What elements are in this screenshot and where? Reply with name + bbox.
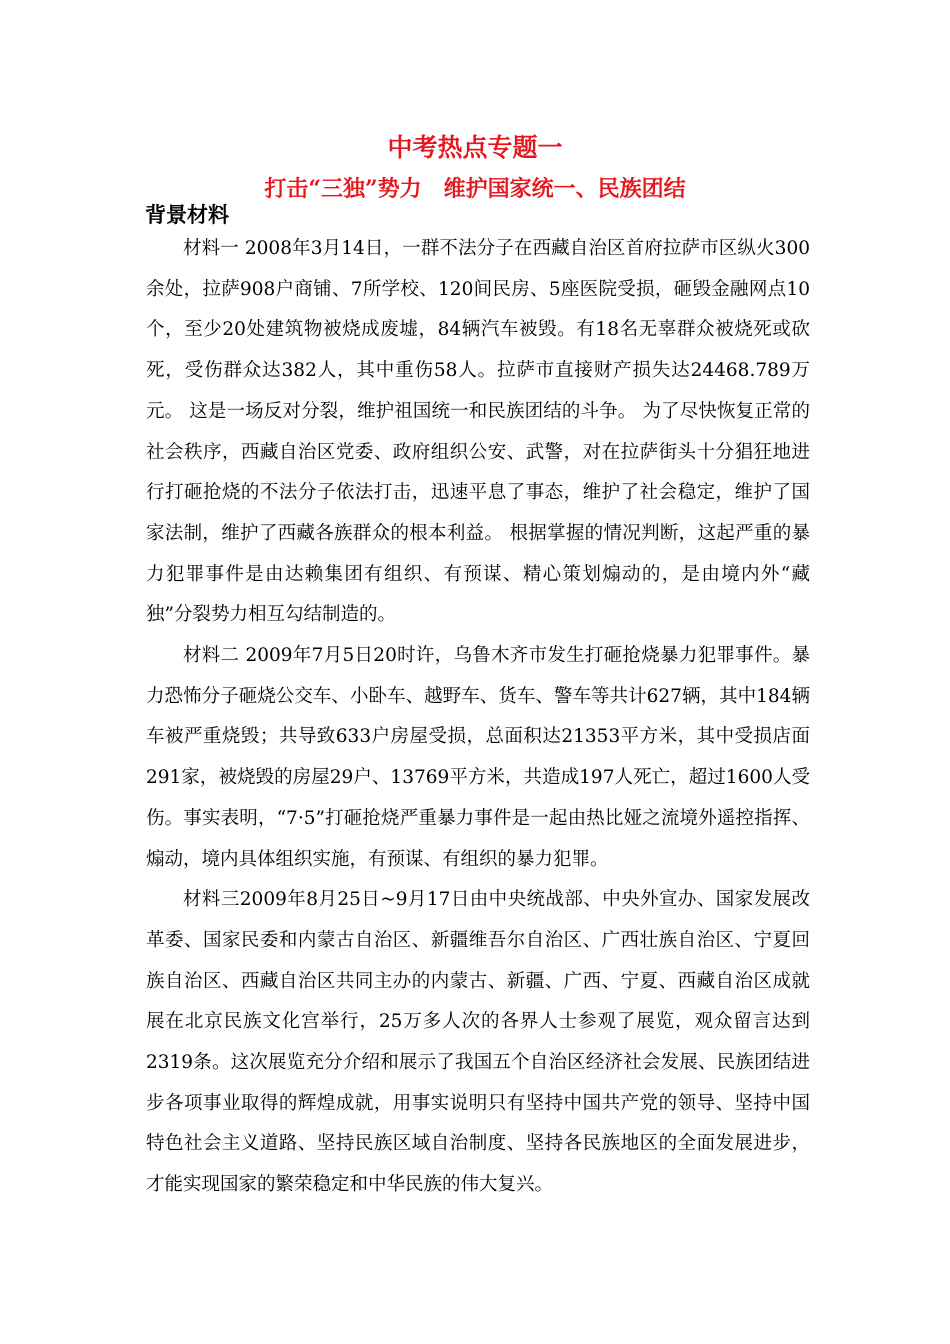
document-body <box>146 229 810 1206</box>
paragraph-material-2: 材料二 2009年7月5日20时许，乌鲁木齐市发生打砸抢烧暴力犯罪事件。暴力恐怖分子砸烧公交车、小卧车、越野车、货车、警车等共计627辆，其中184辆车被严重烧毁；共导致633户房屋受损，总面积达21353平方米，其中受损店面291家，被烧毁的房屋29户、13769平方米，共造成197人死亡，超过1600人受伤。事实表明，“7·5”打砸抢烧严重暴力事件是一起由热比娅之流境外遥控指挥、煽动，境内具体组织实施，有预谋、有组织的暴力犯罪。 <box>146 645 810 870</box>
section-heading: 背景材料 <box>145 202 229 227</box>
page-subtitle: 打击“三独”势力 维护国家统一、民族团结 <box>264 176 686 202</box>
paragraph-material-3: 材料三2009年8月25日~9月17日由中央统战部、中央外宣办、国家发展改革委、国家民委和内蒙古自治区、新疆维吾尔自治区、广西壮族自治区、宁夏回族自治区、西藏自治区共同主办的内蒙古、新疆、广西、宁夏、西藏自治区成就展在北京民族文化宫举行，25万多人次的各界人士参观了展览，观众留言达到2319条。这次展览充分介绍和展示了我国五个自治区经济社会发展、民族团结进步各项事业取得的辉煌成就，用事实说明只有坚持中国共产党的领导、坚持中国特色社会主义道路、坚持民族区域自治制度、坚持各民族地区的全面发展进步，才能实现国家的繁荣稳定和中华民族的伟大复兴。 <box>146 889 810 1196</box>
paragraph-material-1: 材料一 2008年3月14日，一群不法分子在西藏自治区首府拉萨市区纵火300余处，拉萨908户商铺、7所学校、120间民房、5座医院受损，砸毁金融网点10个，至少20处建筑物被烧成废墟，84辆汽车被毁。有18名无辜群众被烧死或砍死，受伤群众达382人，其中重伤58人。拉萨市直接财产损失达24468.789万元。 这是一场反对分裂，维护祖国统一和民族团结的斗争。 为了尽快恢复正常的社会秩序，西藏自治区党委、政府组织公安、武警，对在拉萨街头十分猖狂地进行打砸抢烧的不法分子依法打击，迅速平息了事态，维护了社会稳定，维护了国家法制，维护了西藏各族群众的根本利益。 根据掌握的情况判断，这起严重的暴力犯罪事件是由达赖集团有组织、有预谋、精心策划煽动的，是由境内外“藏独”分裂势力相互勾结制造的。 <box>146 238 810 626</box>
page-title: 中考热点专题一 <box>387 133 563 162</box>
